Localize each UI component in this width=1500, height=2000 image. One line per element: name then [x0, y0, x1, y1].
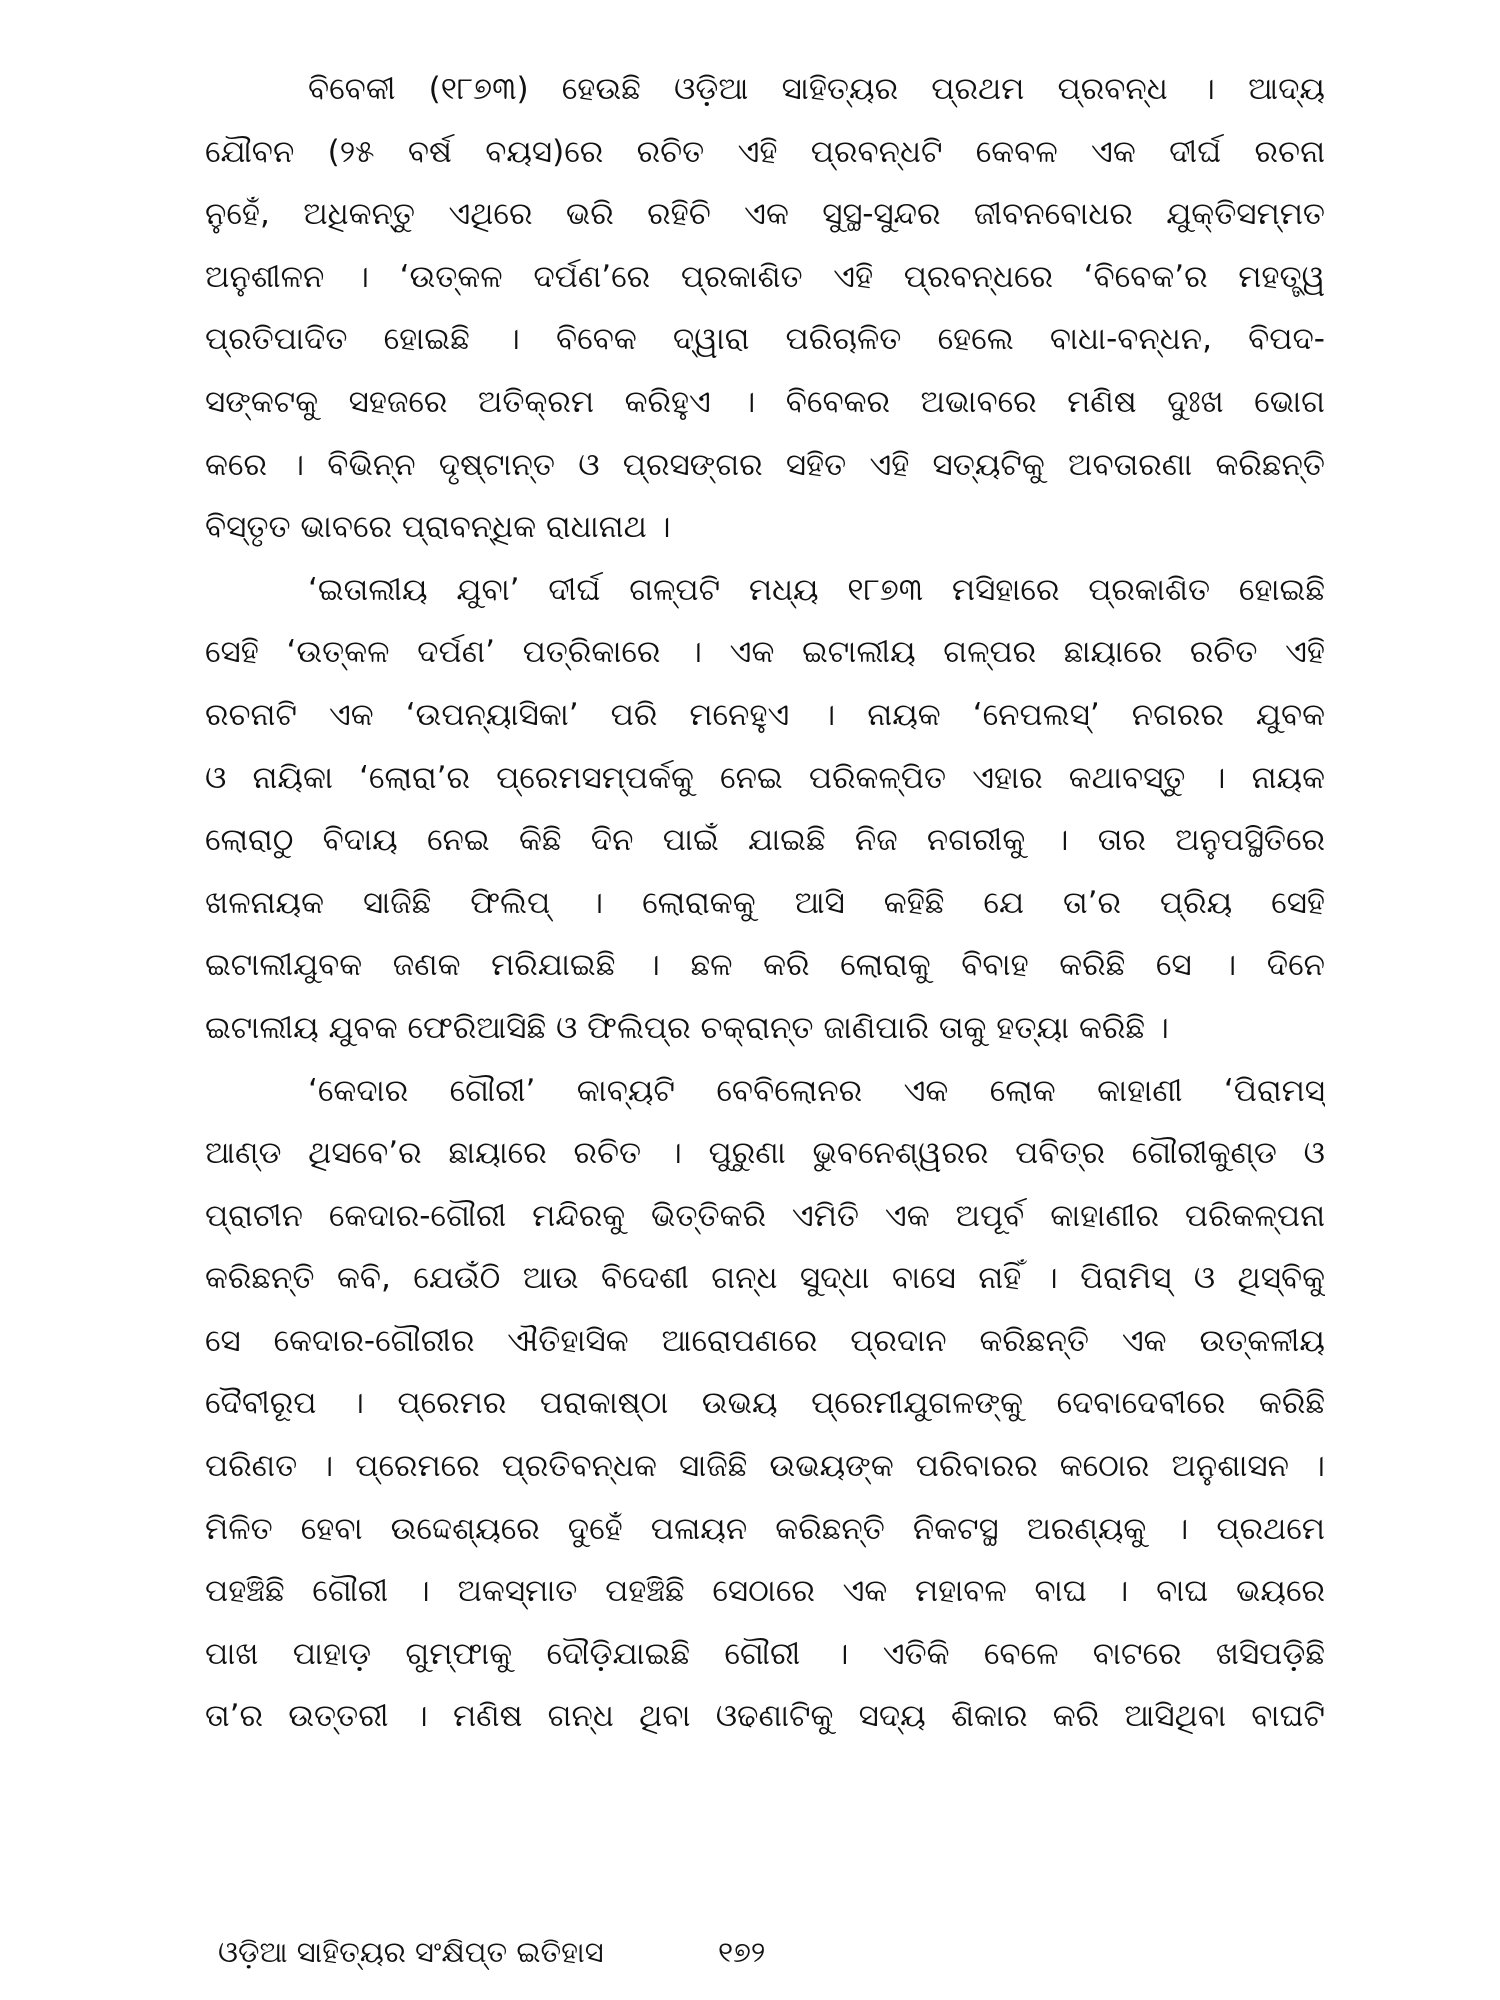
text-line: ପରିଣତ । ପ୍ରେମରେ ପ୍ରତିବନ୍ଧକ ସାଜିଛି ଉଭୟଙ୍କ ପରିବାରର କଠୋର ଅନୁଶାସନ ।: [205, 1448, 1325, 1485]
text-line: ଓ ନାୟିକା ‘ଲୋରା’ର ପ୍ରେମସମ୍ପର୍କକୁ ନେଇ ପରିକଳ୍ପିତ ଏହାର କଥାବସ୍ତୁ । ନାୟକ: [205, 759, 1325, 796]
paragraph-italiya-yuba: [205, 559, 1325, 1060]
page-number: ୧୭୨: [718, 1935, 766, 1969]
text-line: ସେ କେଦାର-ଗୌରୀର ଐତିହାସିକ ଆରୋପଣରେ ପ୍ରଦାନ କରିଛନ୍ତି ଏକ ଉତ୍କଳୀୟ: [205, 1322, 1325, 1359]
text-line: ପାଖ ପାହାଡ଼ ଗୁମ୍ଫାକୁ ଦୌଡ଼ିଯାଇଛି ଗୌରୀ । ଏତିକି ବେଳେ ବାଟରେ ଖସିପଡ଼ିଛି: [205, 1635, 1325, 1672]
text-line: ପହଞ୍ଚିଛି ଗୌରୀ । ଅକସ୍ମାତ ପହଞ୍ଚିଛି ସେଠାରେ ଏକ ମହାବଳ ବାଘ । ବାଘ ଭୟରେ: [205, 1573, 1325, 1610]
text-line: କରେ । ବିଭିନ୍ନ ଦୃଷ୍ଟାନ୍ତ ଓ ପ୍ରସଙ୍ଗର ସହିତ ଏହି ସତ୍ୟଟିକୁ ଅବତାରଣା କରିଛନ୍ତି: [205, 446, 1325, 483]
text-line: ଯୌବନ (୨୫ ବର୍ଷ ବୟସ)ରେ ରଚିତ ଏହି ପ୍ରବନ୍ଧଟି କେବଳ ଏକ ଦୀର୍ଘ ରଚନା: [205, 133, 1325, 170]
text-line: ଇଟାଲୀଯୁବକ ଜଣକ ମରିଯାଇଛି । ଛଳ କରି ଲୋରାକୁ ବିବାହ କରିଛି ସେ । ଦିନେ: [205, 947, 1325, 984]
book-title: ଓଡ଼ିଆ ସାହିତ୍ୟର ସଂକ୍ଷିପ୍ତ ଇତିହାସ: [218, 1935, 604, 1969]
text-line: ପ୍ରତିପାଦିତ ହୋଇଛି । ବିବେକ ଦ୍ୱାରା ପରିଚାଳିତ ହେଲେ ବାଧା-ବନ୍ଧନ, ବିପଦ-: [205, 321, 1325, 358]
text-line: ‘କେଦାର ଗୌରୀ’ କାବ୍ୟଟି ବେବିଲୋନର ଏକ ଲୋକ କାହାଣୀ ‘ପିରାମସ୍: [308, 1072, 1325, 1109]
text-line: ଆଣ୍ଡ ଥିସବେ’ର ଛାୟାରେ ରଚିତ । ପୁରୁଣା ଭୁବନେଶ୍ୱରର ପବିତ୍ର ଗୌରୀକୁଣ୍ଡ ଓ: [205, 1135, 1325, 1172]
text-line: ଇଟାଲୀୟ ଯୁବକ ଫେରିଆସିଛି ଓ ଫିଲିପ୍‌ର ଚକ୍ରାନ୍ତ ଜାଣିପାରି ତାକୁ ହତ୍ୟା କରିଛି ।: [205, 1009, 1169, 1046]
text-line: ଦୈବୀରୂପ । ପ୍ରେମର ପରାକାଷ୍ଠା ଉଭୟ ପ୍ରେମୀଯୁଗଳଙ୍କୁ ଦେବାଦେବୀରେ କରିଛି: [205, 1385, 1325, 1422]
paragraph-bibeki: [205, 58, 1325, 559]
text-line: ସେହି ‘ଉତ୍କଳ ଦର୍ପଣ’ ପତ୍ରିକାରେ । ଏକ ଇଟାଲୀୟ ଗଳ୍ପର ଛାୟାରେ ରଚିତ ଏହି: [205, 634, 1325, 671]
page-footer: [218, 1932, 766, 1972]
text-line: ଖଳନାୟକ ସାଜିଛି ଫିଲିପ୍ । ଲୋରାକକୁ ଆସି କହିଛି ଯେ ତା’ର ପ୍ରିୟ ସେହି: [205, 884, 1325, 921]
text-line: ପ୍ରାଚୀନ କେଦାର-ଗୌରୀ ମନ୍ଦିରକୁ ଭିତ୍ତିକରି ଏମିତି ଏକ ଅପୂର୍ବ କାହାଣୀର ପରିକଳ୍ପନା: [205, 1197, 1325, 1234]
text-line: ସଙ୍କଟକୁ ସହଜରେ ଅତିକ୍ରମ କରିହୁଏ । ବିବେକର ଅଭାବରେ ମଣିଷ ଦୁଃଖ ଭୋଗ: [205, 383, 1325, 420]
text-line: ରଚନାଟି ଏକ ‘ଉପନ୍ୟାସିକା’ ପରି ମନେହୁଏ । ନାୟକ ‘ନେପଲସ୍’ ନଗରର ଯୁବକ: [205, 696, 1325, 733]
body-text: [205, 58, 1325, 1748]
text-line: ତା’ର ଉତ୍ତରୀ । ମଣିଷ ଗନ୍ଧ ଥିବା ଓଢଣାଟିକୁ ସଦ୍ୟ ଶିକାର କରି ଆସିଥିବା ବାଘଟି: [205, 1698, 1325, 1735]
text-line: ବିବେକୀ (୧୮୭୩) ହେଉଛି ଓଡ଼ିଆ ସାହିତ୍ୟର ପ୍ରଥମ ପ୍ରବନ୍ଧ । ଆଦ୍ୟ: [308, 71, 1325, 107]
text-line: ‘ଇତାଲୀୟ ଯୁବା’ ଦୀର୍ଘ ଗଳ୍ପଟି ମଧ୍ୟ ୧୮୭୩ ମସିହାରେ ପ୍ରକାଶିତ ହୋଇଛି: [308, 571, 1325, 608]
text-line: ମିଳିତ ହେବା ଉଦ୍ଦେଶ୍ୟରେ ଦୁହେଁ ପଳାୟନ କରିଛନ୍ତି ନିକଟସ୍ଥ ଅରଣ୍ୟକୁ । ପ୍ରଥମେ: [205, 1510, 1325, 1547]
text-line: କରିଛନ୍ତି କବି, ଯେଉଁଠି ଆଉ ବିଦେଶୀ ଗନ୍ଧ ସୁଦ୍ଧା ବାସେ ନାହିଁ । ପିରାମିସ୍ ଓ ଥିସ୍‌ବିକୁ: [205, 1260, 1325, 1297]
text-line: ବିସ୍ତୃତ ଭାବରେ ପ୍ରାବନ୍ଧିକ ରାଧାନାଥ ।: [205, 509, 671, 546]
paragraph-kedar-gouri: [205, 1060, 1325, 1749]
text-line: ନୁହେଁ, ଅଧିକନ୍ତୁ ଏଥିରେ ଭରି ରହିଚି ଏକ ସୁସ୍ଥ-ସୁନ୍ଦର ଜୀବନବୋଧର ଯୁକ୍ତିସମ୍ମତ: [205, 196, 1325, 233]
text-line: ଅନୁଶୀଳନ । ‘ଉତ୍କଳ ଦର୍ପଣ’ରେ ପ୍ରକାଶିତ ଏହି ପ୍ରବନ୍ଧରେ ‘ବିବେକ’ର ମହତ୍ତ୍ୱ: [205, 258, 1325, 295]
text-line: ଲୋରାଠୁ ବିଦାୟ ନେଇ କିଛି ଦିନ ପାଇଁ ଯାଇଛି ନିଜ ନଗରୀକୁ । ତାର ଅନୁପସ୍ଥିତିରେ: [205, 822, 1325, 859]
